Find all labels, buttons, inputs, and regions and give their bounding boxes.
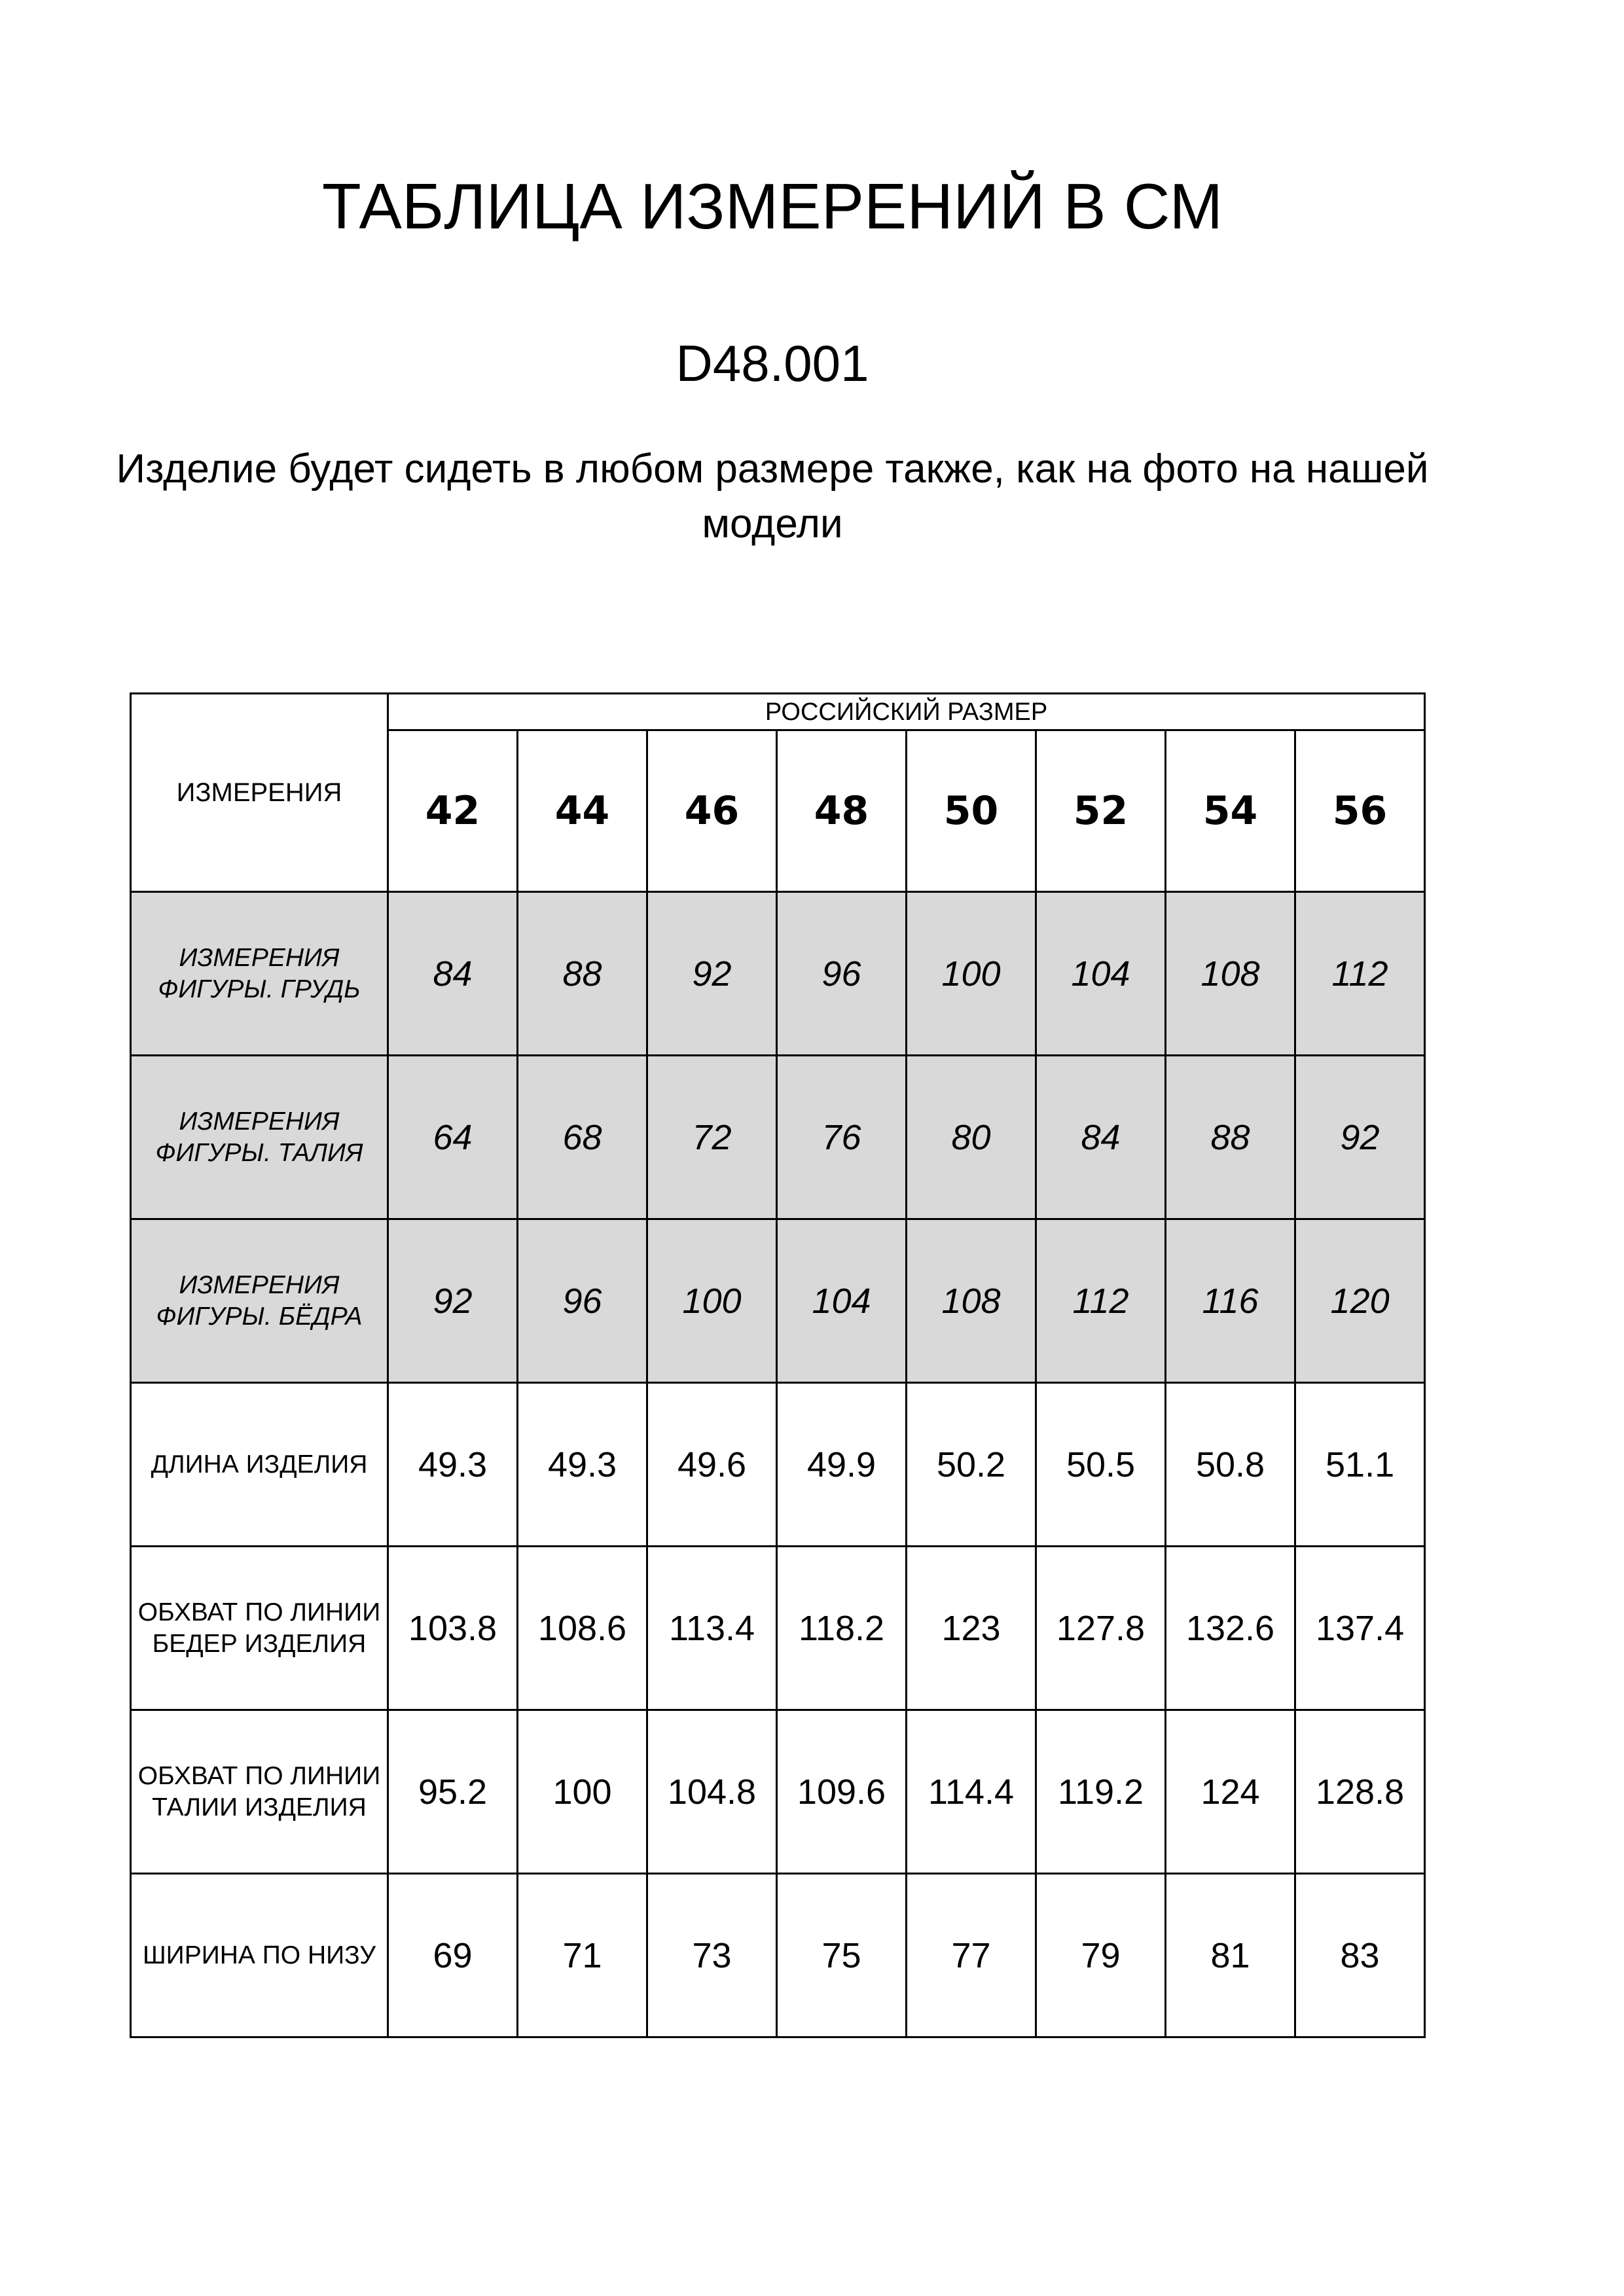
table-cell: 96 (777, 892, 907, 1056)
table-cell: 113.4 (647, 1547, 777, 1710)
table-cell: 84 (1036, 1056, 1166, 1219)
table-cell: 79 (1036, 1874, 1166, 2037)
row-label: ДЛИНА ИЗДЕЛИЯ (131, 1383, 388, 1547)
table-cell: 100 (907, 892, 1036, 1056)
table-cell: 50.2 (907, 1383, 1036, 1547)
table-cell: 50.8 (1166, 1383, 1295, 1547)
table-cell: 50.5 (1036, 1383, 1166, 1547)
size-header-50: 50 (907, 730, 1036, 892)
table-cell: 103.8 (388, 1547, 518, 1710)
table-cell: 104 (777, 1219, 907, 1383)
table-cell: 120 (1295, 1219, 1425, 1383)
table-cell: 104 (1036, 892, 1166, 1056)
table-cell: 108 (907, 1219, 1036, 1383)
table-cell: 124 (1166, 1710, 1295, 1874)
table-cell: 73 (647, 1874, 777, 2037)
row-label: ИЗМЕРЕНИЯ ФИГУРЫ. ТАЛИЯ (131, 1056, 388, 1219)
size-header-52: 52 (1036, 730, 1166, 892)
table-cell: 92 (647, 892, 777, 1056)
table-cell: 49.3 (518, 1383, 647, 1547)
page-title: ТАБЛИЦА ИЗМЕРЕНИЙ В СМ (321, 170, 1223, 242)
measure-header-label: ИЗМЕРЕНИЯ (176, 778, 342, 807)
table-row (131, 1874, 1425, 2037)
table-cell: 49.9 (777, 1383, 907, 1547)
table-cell: 88 (518, 892, 647, 1056)
size-header-44: 44 (518, 730, 647, 892)
article-number: D48.001 (676, 334, 869, 392)
table-row (131, 1383, 1425, 1547)
table-cell: 68 (518, 1056, 647, 1219)
table-cell: 118.2 (777, 1547, 907, 1710)
table-cell: 112 (1295, 892, 1425, 1056)
table-cell: 84 (388, 892, 518, 1056)
size-header-56: 56 (1295, 730, 1425, 892)
table-cell: 95.2 (388, 1710, 518, 1874)
size-table (130, 692, 1426, 2038)
table-cell: 69 (388, 1874, 518, 2037)
table-cell: 123 (907, 1547, 1036, 1710)
table-cell: 112 (1036, 1219, 1166, 1383)
row-label: ОБХВАТ ПО ЛИНИИ ТАЛИИ ИЗДЕЛИЯ (131, 1710, 388, 1874)
table-cell: 49.3 (388, 1383, 518, 1547)
row-label: ОБХВАТ ПО ЛИНИИ БЕДЕР ИЗДЕЛИЯ (131, 1547, 388, 1710)
table-row (131, 1219, 1425, 1383)
table-cell: 92 (1295, 1056, 1425, 1219)
table-cell: 92 (388, 1219, 518, 1383)
table-cell: 80 (907, 1056, 1036, 1219)
table-cell: 128.8 (1295, 1710, 1425, 1874)
table-cell: 119.2 (1036, 1710, 1166, 1874)
measure-header-cell (131, 694, 388, 892)
table-cell: 137.4 (1295, 1547, 1425, 1710)
table-row (131, 1710, 1425, 1874)
table-cell: 72 (647, 1056, 777, 1219)
size-header-cell (388, 694, 1425, 730)
table-cell: 76 (777, 1056, 907, 1219)
table-cell: 75 (777, 1874, 907, 2037)
row-label: ИЗМЕРЕНИЯ ФИГУРЫ. БЁДРА (131, 1219, 388, 1383)
table-cell: 81 (1166, 1874, 1295, 2037)
table-row (131, 892, 1425, 1056)
table-cell: 132.6 (1166, 1547, 1295, 1710)
table-row (131, 1056, 1425, 1219)
row-label: ИЗМЕРЕНИЯ ФИГУРЫ. ГРУДЬ (131, 892, 388, 1056)
table-cell: 71 (518, 1874, 647, 2037)
table-cell: 109.6 (777, 1710, 907, 1874)
table-cell: 88 (1166, 1056, 1295, 1219)
table-cell: 51.1 (1295, 1383, 1425, 1547)
table-cell: 100 (647, 1219, 777, 1383)
table-row (131, 1547, 1425, 1710)
table-cell: 104.8 (647, 1710, 777, 1874)
table-cell: 108 (1166, 892, 1295, 1056)
size-header-46: 46 (647, 730, 777, 892)
size-header-48: 48 (777, 730, 907, 892)
table-cell: 100 (518, 1710, 647, 1874)
table-cell: 108.6 (518, 1547, 647, 1710)
table-cell: 49.6 (647, 1383, 777, 1547)
table-cell: 83 (1295, 1874, 1425, 2037)
size-header-54: 54 (1166, 730, 1295, 892)
table-cell: 96 (518, 1219, 647, 1383)
table-cell: 116 (1166, 1219, 1295, 1383)
table-cell: 77 (907, 1874, 1036, 2037)
table-cell: 114.4 (907, 1710, 1036, 1874)
size-header-42: 42 (388, 730, 518, 892)
table-cell: 127.8 (1036, 1547, 1166, 1710)
size-header-label: РОССИЙСКИЙ РАЗМЕР (765, 698, 1048, 726)
table-header-row (131, 694, 1425, 730)
fit-note: Изделие будет сидеть в любом размере также, как на фото на нашей модели (116, 446, 1429, 547)
table-cell: 64 (388, 1056, 518, 1219)
row-label: ШИРИНА ПО НИЗУ (131, 1874, 388, 2037)
